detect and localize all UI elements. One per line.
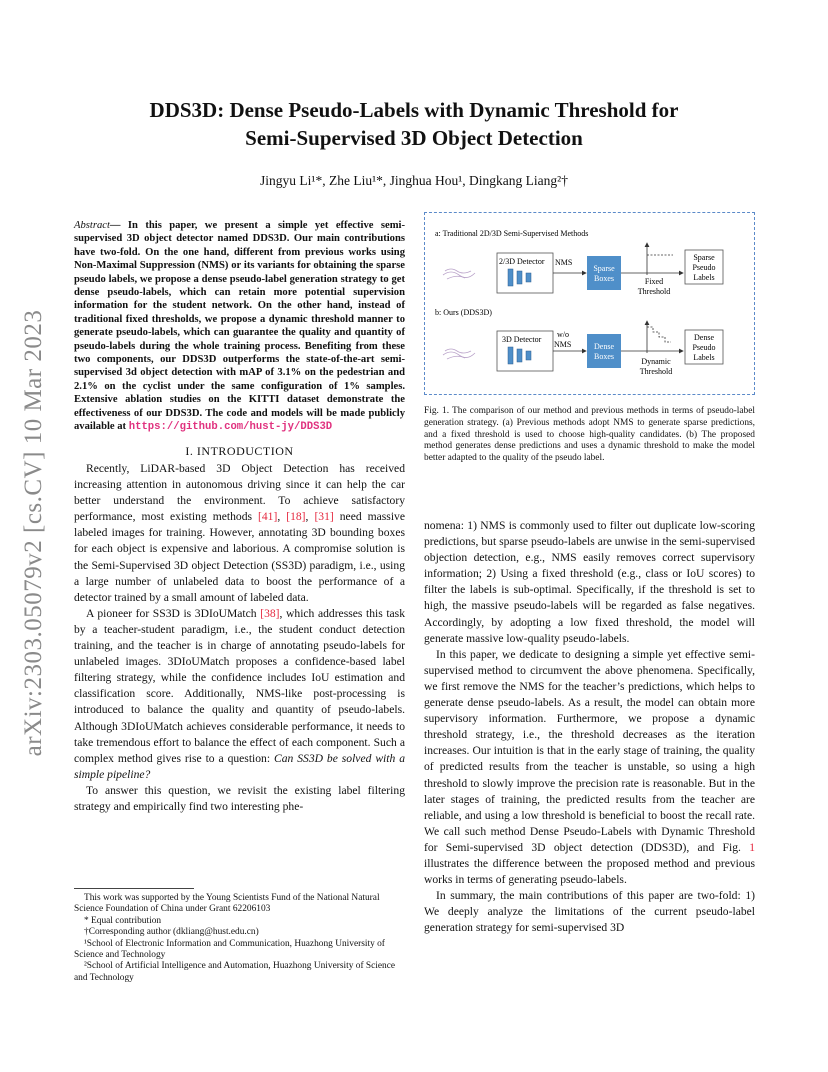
wo-label: w/o: [557, 330, 569, 339]
intro-p1-text-2: need massive labeled images for training. However, annotating 3D bounding boxes for each object is expensive and laborious. A compromise solution is the Semi-Supervised 3D object Detection (SS3D) paradigm, i.e., using a large number of unlabeled data to boost the performance of a detector trained by a small amount of labeled data.: [74, 510, 405, 604]
dense-pl-label-3: Labels: [693, 353, 715, 362]
dense-pl-label-1: Dense: [694, 333, 714, 342]
fixed-threshold-icon: [647, 243, 673, 275]
section-heading: I. INTRODUCTION: [185, 444, 294, 458]
intro-p2-text-2: , which addresses this task by a teacher-student paradigm, i.e., the student conduct detection training, and the teacher is in charge of annotating pseudo-labels for unlabeled images. 3DIoUMatch proposes a confidence-based label filtering strategy, while the confidence includes IoU estimation and classification score. Additionally, NMS-like post-processing is introduced to balance the quality and quantity of pseudo-labels. Although 3DIoUMatch achieves considerable performance, it needs to take tremendous effort to balance the effect of each component. Such a complex method gives rise to a question:: [74, 606, 405, 765]
fixed-threshold-label-1: Fixed: [644, 277, 664, 286]
sparse-boxes-node: [587, 256, 621, 290]
citation-41[interactable]: [41]: [258, 510, 278, 524]
sparse-boxes-label-1: Sparse: [593, 264, 615, 273]
intro-column-left: [74, 461, 405, 815]
dynamic-threshold-label-1: Dynamic: [641, 357, 671, 366]
sparse-boxes-label-2: Boxes: [594, 274, 614, 283]
abstract: [74, 219, 405, 435]
citation-38[interactable]: [38]: [260, 606, 280, 620]
dense-boxes-node: [587, 334, 621, 368]
citation-18[interactable]: [18]: [286, 510, 306, 524]
title-line-1: DDS3D: Dense Pseudo-Labels with Dynamic Threshold for: [149, 98, 679, 122]
intro-paragraph-2: [74, 606, 405, 783]
sparse-pl-label-1: Sparse: [693, 253, 715, 262]
code-link[interactable]: https://github.com/hust-jy/DDS3D: [128, 421, 333, 434]
col2-paragraph-2: [424, 647, 755, 888]
nms-label-b: NMS: [554, 340, 572, 349]
intro-column-right: [424, 518, 755, 936]
col2-paragraph-3: In summary, the main contributions of this paper are two-fold: 1) We deeply analyze the limitations of the current pseudo-label generation strategy for semi-supervised 3D: [424, 889, 755, 935]
point-cloud-a-icon: [443, 269, 475, 279]
col2-paragraph-1: nomena: 1) NMS is commonly used to filter out duplicate low-scoring predictions, but sparse pseudo-labels are unwise in the semi-supervised objection detection, e.g., NMS easily removes correct supervisory information; 2) Using a fixed threshold (e.g., class or IoU scores) to filter the labels is sub-optimal. Specifically, if the threshold is set to high, the massive pseudo-labels will be regarded as false negatives. Accordingly, by adopting a low fixed threshold, the model will generate massive low-quality pseudo-labels.: [424, 519, 755, 645]
panel-b-label: b: Ours (DDS3D): [435, 308, 492, 317]
footnote-funding: This work was supported by the Young Scientists Fund of the National Natural Science Foundation of China under Grant 62206103: [74, 893, 380, 915]
dynamic-threshold-icon: [647, 321, 671, 353]
paper-title: [60, 96, 768, 152]
figure-ref-1[interactable]: 1: [749, 840, 755, 854]
footnote-corresponding: †Corresponding author (dkliang@hust.edu.cn): [84, 927, 259, 938]
intro-question: Can SS3D be solved with a simple pipeline?: [74, 751, 405, 781]
nms-label-a: NMS: [555, 258, 573, 267]
footnote-affiliation-2: ²School of Artificial Intelligence and Automation, Huazhong University of Science and Technology: [74, 961, 396, 983]
dense-pl-label-2: Pseudo: [692, 343, 716, 352]
figure-1: [424, 212, 755, 395]
intro-paragraph-3: To answer this question, we revisit the existing label filtering strategy and empirically find two interesting phe-: [74, 783, 405, 813]
panel-a-label: a: Traditional 2D/3D Semi-Supervised Methods: [435, 229, 589, 238]
dense-boxes-label-2: Boxes: [594, 352, 614, 361]
detector-label-a: 2/3D Detector: [499, 257, 545, 266]
col2-p2-text: In this paper, we dedicate to designing a simple yet effective semi-supervised method to circumvent the above phenomena. Specifically, we first remove the NMS for the teacher’s predictions, which helps to generate dense pseudo-labels. As a result, the model can obtain more supervisory information. Furthermore, we propose a dynamic threshold strategy, i.e., the threshold decreases as the iteration increases. Our intuition is that in the early stage of training, the quality of predicted results from the teacher is unstable, so using a high threshold to slowly improve the precision rate is reasonable. But in the later stages of training, the predicted results from the teacher are reliable, and using a low threshold is beneficial to boost the recall rate. We call such method Dense Pseudo-Labels with Dynamic Threshold for Semi-supervised 3D object detection (DDS3D), and Fig.: [424, 647, 755, 854]
abstract-text: — In this paper, we present a simple yet effective semi-supervised 3D object detector named DDS3D. Our main contributions have two-fold. On the one hand, different from previous works using Non-Maximal Suppression (NMS) or its variants for obtaining the sparse pseudo labels, we propose a dense pseudo-label generation strategy to get dense pseudo-labels, which can retain more potential supervision information for the student network. On the other hand, instead of traditional fixed thresholds, we propose a dynamic threshold manner to generate pseudo-labels, which can guarantee the quality and quantity of pseudo-labels during the whole training process. Benefiting from these two components, our DDS3D outperforms the state-of-the-art semi-supervised 3d object detection with mAP of 3.1% on the pedestrian and 2.1% on the cyclist under the same configuration of 1% samples. Extensive ablation studies on the KITTI dataset demonstrate the effectiveness of our DDS3D. The code and models will be made publicly available at: [74, 220, 405, 433]
fixed-threshold-label-2: Threshold: [637, 287, 671, 296]
dense-boxes-label-1: Dense: [594, 342, 614, 351]
detector-label-b: 3D Detector: [502, 335, 542, 344]
footnotes: [74, 893, 405, 984]
footnote-equal: * Equal contribution: [84, 915, 162, 926]
intro-paragraph-1: Recently, LiDAR-based 3D Object Detection has received increasing attention in autonomous driving since it can help the car better understand the environment. To achieve satisfactory performance, most existing methods [41], [18], [31] need massive labeled images for training. However, annotating 3D bounding boxes for each object is expensive and laborious. A compromise solution is the Semi-Supervised 3D object Detection (SS3D) paradigm, i.e., using a large number of unlabeled data to boost the performance of a detector trained by a small amount of labeled data.: [74, 462, 405, 604]
point-cloud-b-icon: [443, 349, 475, 359]
sparse-pl-label-2: Pseudo: [692, 263, 716, 272]
abstract-label: Abstract: [74, 220, 110, 231]
sparse-pl-label-3: Labels: [693, 273, 715, 282]
dynamic-threshold-label-2: Threshold: [639, 367, 673, 376]
citation-31[interactable]: [31]: [314, 510, 334, 524]
title-line-2: Semi-Supervised 3D Object Detection: [245, 126, 583, 150]
author-list: Jingyu Li¹*, Zhe Liu¹*, Jinghua Hou¹, Dingkang Liang²†: [260, 173, 568, 188]
footnote-rule: [74, 888, 194, 889]
intro-p1-text: Recently, LiDAR-based 3D Object Detection has received increasing attention in autonomous driving since it can help the car better understand the environment. To achieve satisfactory performance, most existing methods: [74, 462, 405, 524]
figure-diagram: [425, 213, 754, 394]
arxiv-stamp: arXiv:2303.05079v2 [cs.CV] 10 Mar 2023: [20, 309, 47, 757]
col2-p2-text-2: illustrates the difference between the proposed method and previous works in terms of generating pseudo-labels.: [424, 856, 755, 887]
footnote-affiliation-1: ¹School of Electronic Information and Communication, Huazhong University of Science and Technology: [74, 938, 385, 961]
figure-caption: Fig. 1. The comparison of our method and previous methods in terms of pseudo-label generation strategy. (a) Previous methods adopt NMS to generate sparse predictions, and a fixed threshold is used to choose high-quality candidates. (b) The proposed method generates dense predictions and uses a dynamic threshold to make the model better adapted to the quality of the pseudo label.: [424, 406, 755, 464]
intro-p2-text: A pioneer for SS3D is 3DIoUMatch: [86, 606, 261, 620]
